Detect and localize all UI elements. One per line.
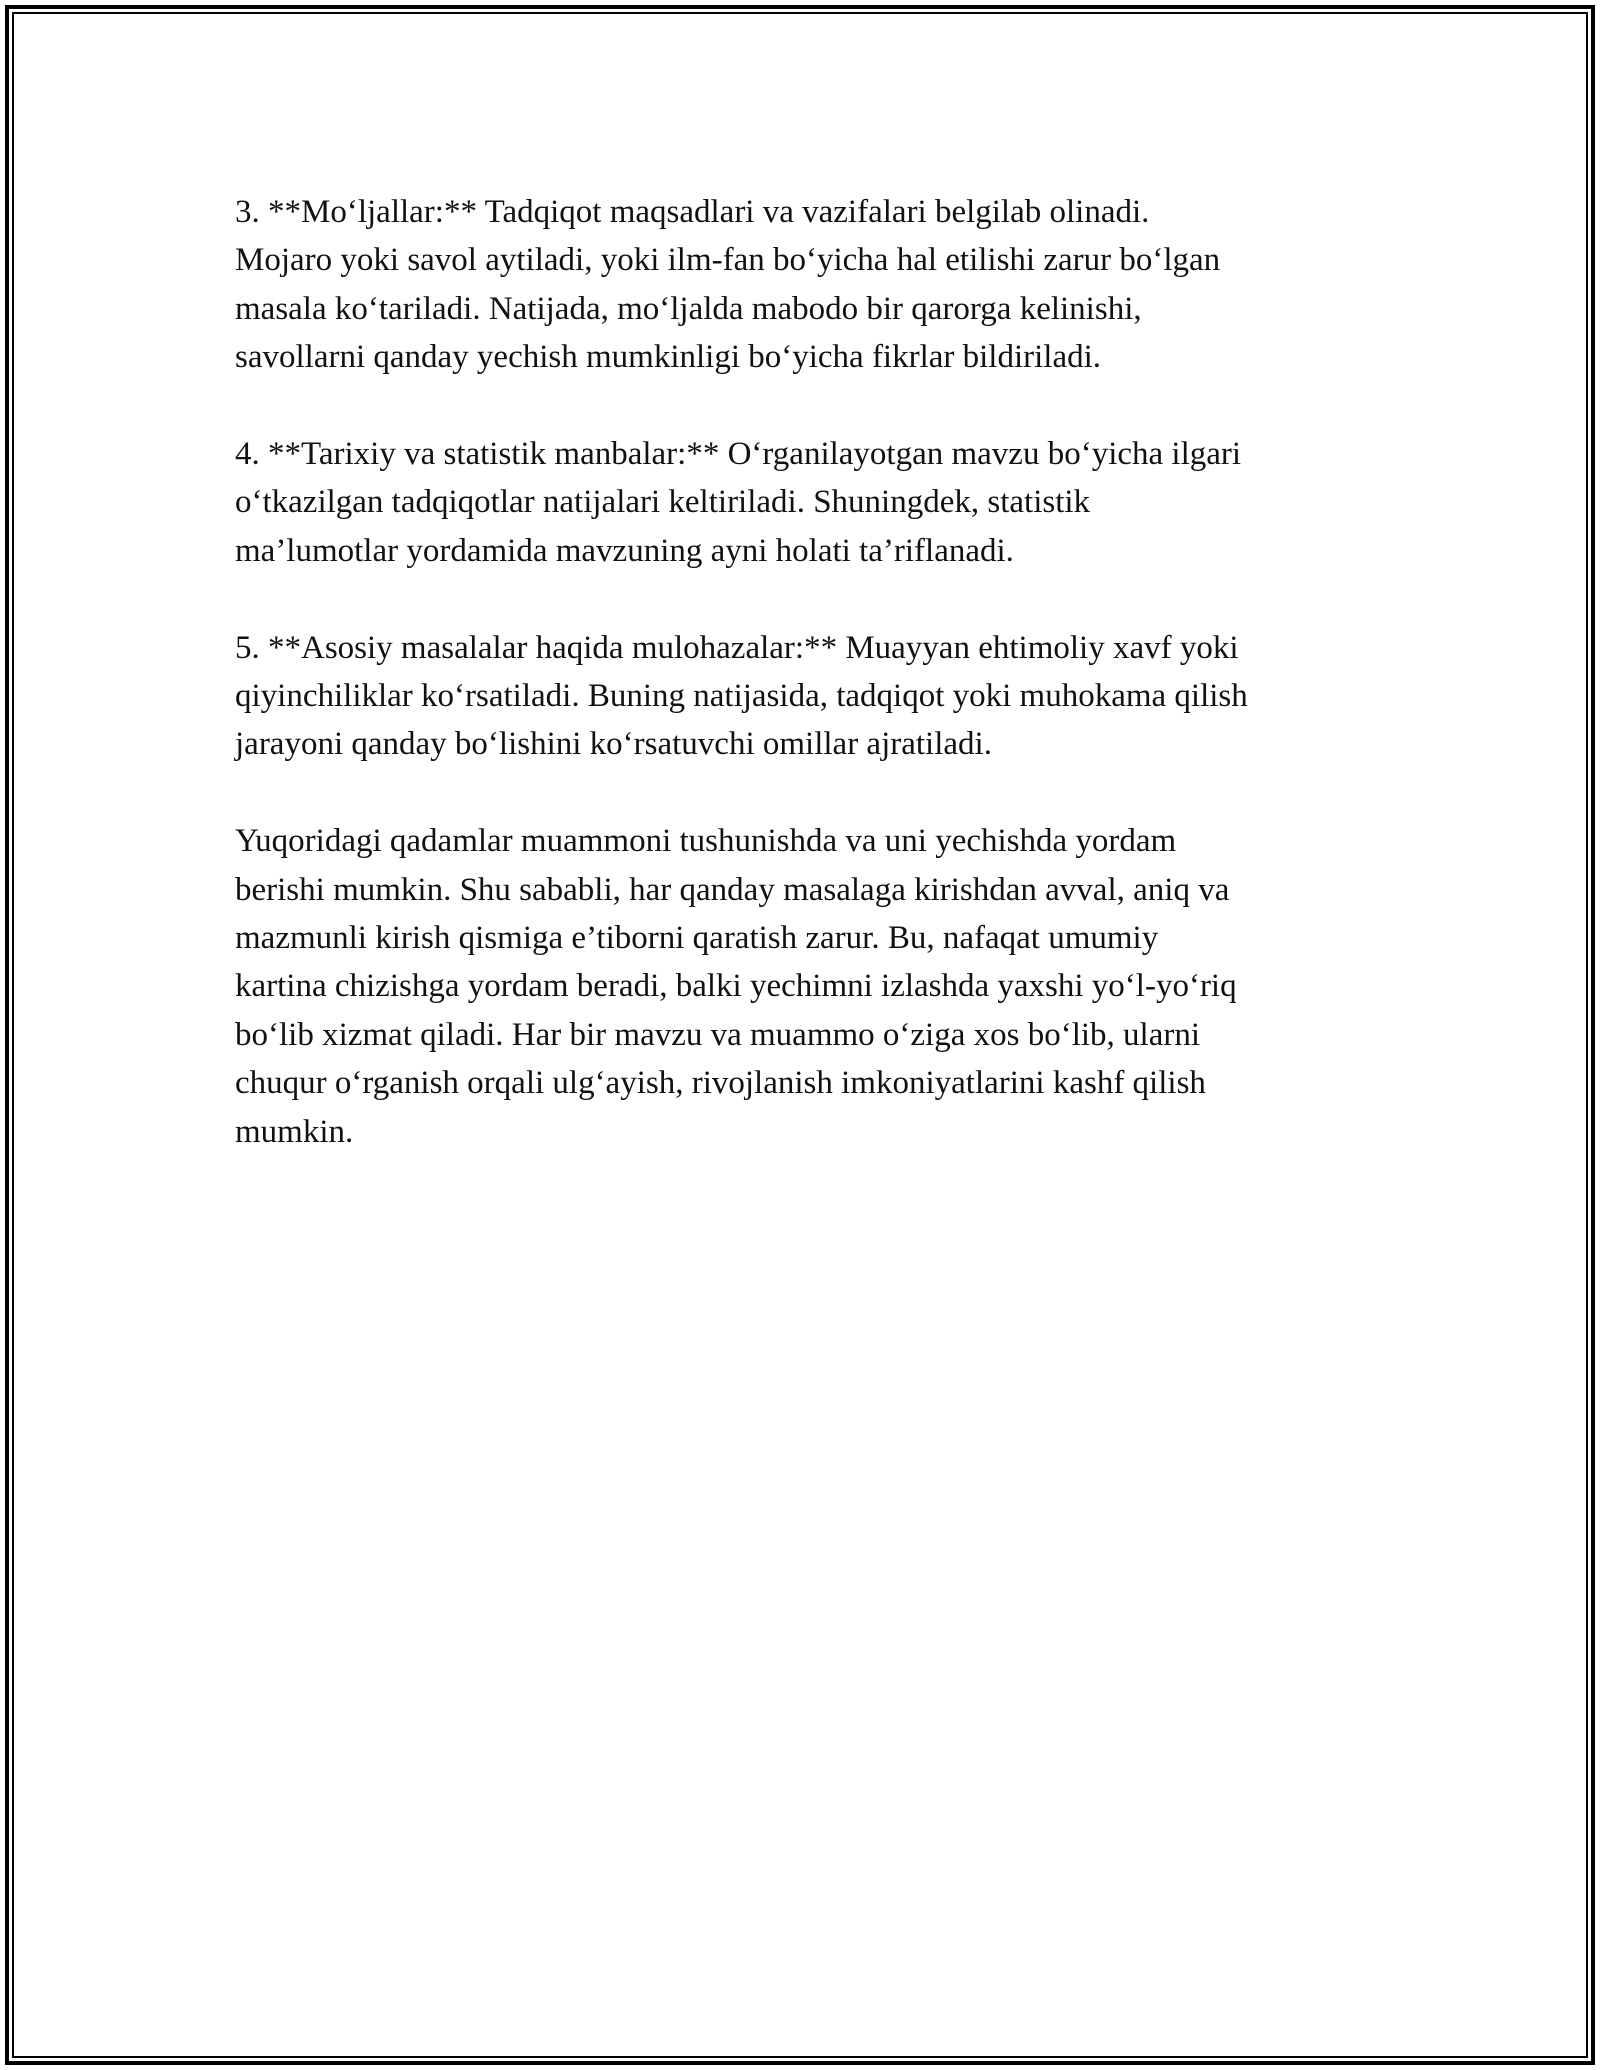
paragraph-goals: 3. **Mo‘ljallar:** Tadqiqot maqsadlari va vazifalari belgilab olinadi. Mojaro yoki savol aytiladi, yoki ilm-fan bo‘yicha hal etilishi zarur bo‘lgan masala ko‘tariladi. Natijada, mo‘ljalda mabodo bir qarorga kelinishi, savollarni qanday yechish mumkinligi bo‘yicha fikrlar bildiriladi. — [235, 194, 1221, 376]
paragraph-conclusion: Yuqoridagi qadamlar muammoni tushunishda va uni yechishda yordam berishi mumkin. Shu sababli, har qanday masalaga kirishdan avval, aniq va mazmunli kirish qismiga e’tiborni qaratish zarur. Bu, nafaqat umumiy kartina chizishga yordam beradi, balki yechimni izlashda yaxshi yo‘l-yo‘riq bo‘lib xizmat qiladi. Har bir mavzu va muammo o‘ziga xos bo‘lib, ularni chuqur o‘rganish orqali ulg‘ayish, rivojlanish imkoniyatlarini kashf qilish mumkin. — [235, 823, 1237, 1150]
paragraph-main-issues: 5. **Asosiy masalalar haqida mulohazalar:** Muayyan ehtimoliy xavf yoki qiyinchiliklar ko‘rsatiladi. Buning natijasida, tadqiqot yoki muhokama qilish jarayoni qanday bo‘lishini ko‘rsatuvchi omillar ajratiladi. — [235, 629, 1248, 763]
paragraph-historical-sources: 4. **Tarixiy va statistik manbalar:** O‘rganilayotgan mavzu bo‘yicha ilgari o‘tkazilgan tadqiqotlar natijalari keltiriladi. Shuningdek, statistik ma’lumotlar yordamida mavzuning ayni holati ta’riflanadi. — [235, 436, 1242, 569]
document-body — [235, 188, 1385, 1204]
